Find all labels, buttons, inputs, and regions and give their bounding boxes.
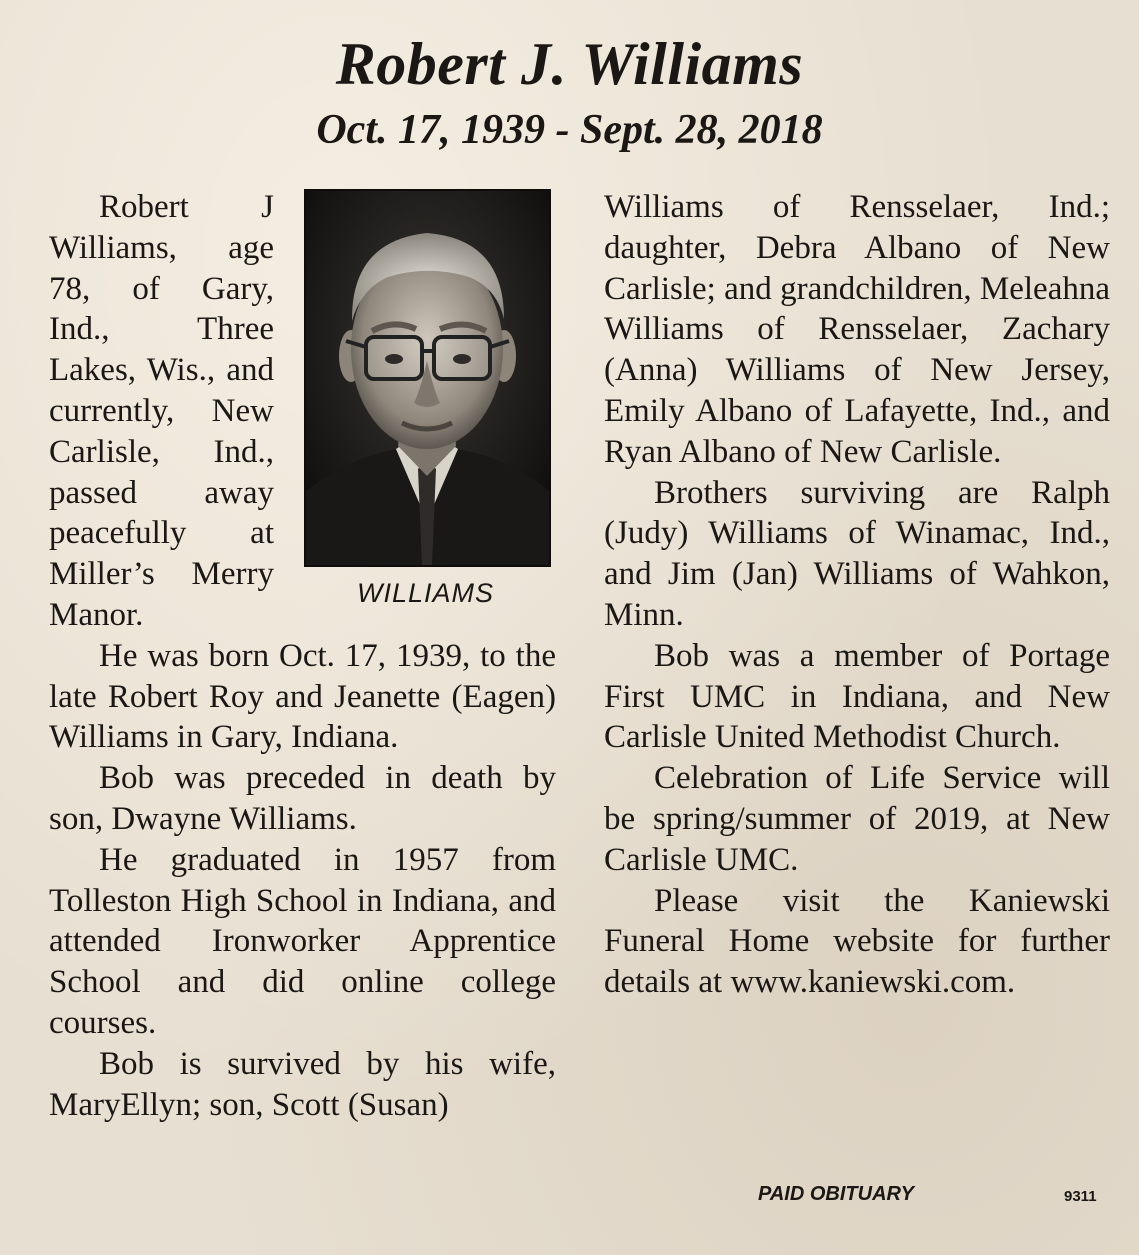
paid-obituary-label: PAID OBITUARY [758,1183,914,1205]
paragraph-brothers: Brothers surviving are Ralph (Judy) Williams of Winamac, Ind., and Jim (Jan) Williams of Wahkon, Minn. [604,474,1110,633]
obituary-header [0,28,1139,156]
paragraph-education: He graduated in 1957 from Tolleston High School in Indiana, and attended Ironworker Apprentice School and did online college courses. [49,841,556,1041]
portrait-photo [304,189,551,567]
deceased-name: Robert J. Williams [335,31,804,97]
paragraph-church: Bob was a member of Portage First UMC in Indiana, and New Carlisle United Methodist Church. [604,637,1110,756]
paragraph-service: Celebration of Life Service will be spring/summer of 2019, at New Carlisle UMC. [604,760,1110,878]
left-column [49,187,556,1125]
paragraph-survivors: Bob is survived by his wife, MaryEllyn; son, Scott (Susan) [49,1045,556,1123]
paragraph-birth: He was born Oct. 17, 1939, to the late Robert Roy and Jeanette (Eagen) Williams in Gary, Indiana. [49,637,556,756]
paragraph-survivors-continued: Williams of Rensselaer, Ind.; daughter, Debra Albano of New Carlisle; and grandchildren, Meleahna Williams of Rensselaer, Zachary (Anna) Williams of New Jersey, Emily Albano of Lafayette, Ind., and Ryan Albano of New Carlisle. [604,189,1110,470]
photo-caption: WILLIAMS [356,578,495,608]
ad-number: 9311 [1064,1188,1097,1205]
right-column [604,187,1110,1003]
paragraph-website: Please visit the Kaniewski Funeral Home website for further details at www.kaniewski.com. [604,882,1110,1001]
paragraph-preceded: Bob was preceded in death by son, Dwayne Williams. [49,760,556,837]
life-dates: Oct. 17, 1939 - Sept. 28, 2018 [316,107,823,153]
portrait-block [304,189,566,627]
portrait-image [306,191,549,565]
paragraph-intro: Robert J Williams, age 78, of Gary, Ind., Three Lakes, Wis., and currently, New Carlisle, Ind., passed away peacefully at Miller’s Merry Manor. [49,189,274,633]
